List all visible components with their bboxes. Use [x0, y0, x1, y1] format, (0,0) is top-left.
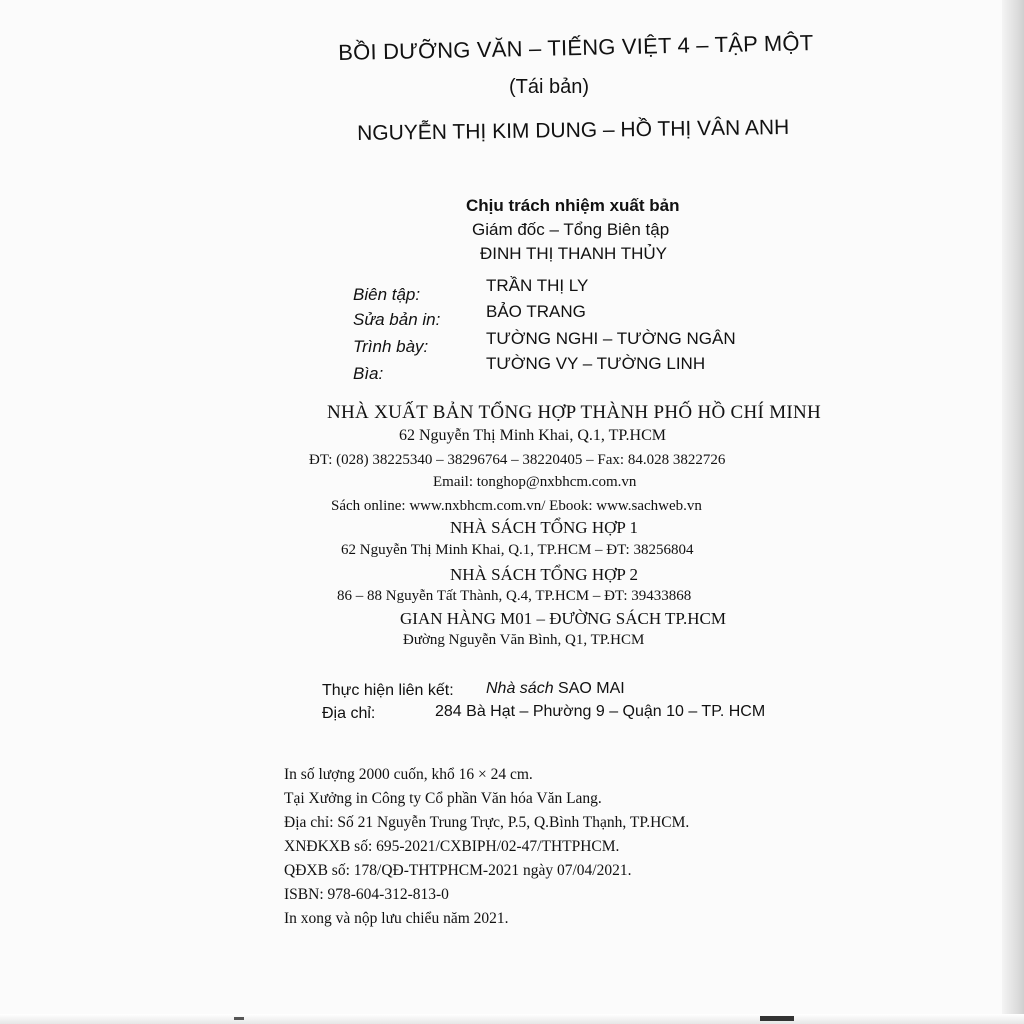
partner-address-value: 284 Bà Hạt – Phường 9 – Quận 10 – TP. HCM: [435, 703, 766, 720]
partner-value-italic: Nhà sách: [486, 680, 554, 697]
publishing-decision: QĐXB số: 178/QĐ-THTPHCM-2021 ngày 07/04/2021.: [284, 862, 632, 879]
isbn: ISBN: 978-604-312-813-0: [284, 886, 449, 903]
stall-name: GIAN HÀNG M01 – ĐƯỜNG SÁCH TP.HCM: [400, 609, 726, 628]
publisher-email: Email: tonghop@nxbhcm.com.vn: [433, 474, 637, 490]
scan-mark-right: [760, 1016, 794, 1021]
credit-value-cover: TƯỜNG VY – TƯỜNG LINH: [486, 354, 706, 373]
store-1-name: NHÀ SÁCH TỔNG HỢP 1: [450, 518, 638, 537]
publisher-address: 62 Nguyễn Thị Minh Khai, Q.1, TP.HCM: [399, 427, 666, 444]
credit-label-layout: Trình bày:: [353, 337, 429, 356]
partner-value-rest: SAO MAI: [553, 680, 625, 697]
publisher-online: Sách online: www.nxbhcm.com.vn/ Ebook: www.sachweb.vn: [331, 498, 702, 514]
publisher-phone: ĐT: (028) 38225340 – 38296764 – 38220405 – Fax: 84.028 3822726: [309, 452, 726, 468]
credit-label-editor: Biên tập:: [353, 285, 421, 304]
partner-value: [486, 680, 625, 698]
credit-label-proofreader: Sửa bản in:: [353, 310, 441, 329]
publisher-name: NHÀ XUẤT BẢN TỔNG HỢP THÀNH PHỐ HỒ CHÍ MINH: [327, 402, 822, 423]
credit-value-editor: TRẦN THỊ LY: [486, 276, 589, 295]
deposit-note: In xong và nộp lưu chiểu năm 2021.: [284, 910, 509, 927]
edition-note: (Tái bản): [509, 76, 590, 98]
scan-mark-left: [234, 1017, 244, 1020]
page-edge-shadow: [1002, 0, 1024, 1024]
registration-number: XNĐKXB số: 695-2021/CXBIPH/02-47/THTPHCM.: [284, 838, 620, 855]
print-run: In số lượng 2000 cuốn, khổ 16 × 24 cm.: [284, 766, 533, 783]
store-2-address: 86 – 88 Nguyễn Tất Thành, Q.4, TP.HCM – ĐT: 39433868: [337, 588, 692, 604]
stall-address: Đường Nguyễn Văn Bình, Q1, TP.HCM: [403, 632, 645, 648]
print-house: Tại Xưởng in Công ty Cổ phần Văn hóa Văn Lang.: [284, 790, 602, 807]
store-1-address: 62 Nguyễn Thị Minh Khai, Q.1, TP.HCM – ĐT: 38256804: [341, 542, 694, 558]
credit-value-layout: TƯỜNG NGHI – TƯỜNG NGÂN: [486, 329, 736, 348]
partner-address-label: Địa chỉ:: [322, 705, 376, 722]
responsibility-name: ĐINH THỊ THANH THỦY: [480, 244, 668, 263]
store-2-name: NHÀ SÁCH TỔNG HỢP 2: [450, 565, 638, 584]
page-bottom-shadow: [0, 1014, 1024, 1024]
responsibility-role: Giám đốc – Tổng Biên tập: [472, 220, 670, 239]
partner-label: Thực hiện liên kết:: [322, 682, 454, 699]
print-house-address: Địa chỉ: Số 21 Nguyễn Trung Trực, P.5, Q.Bình Thạnh, TP.HCM.: [284, 814, 690, 831]
book-title: BỒI DƯỠNG VĂN – TIẾNG VIỆT 4 – TẬP MỘT: [338, 30, 814, 65]
credit-value-proofreader: BẢO TRANG: [486, 302, 586, 321]
credit-label-cover: Bìa:: [353, 364, 384, 383]
book-authors: NGUYỄN THỊ KIM DUNG – HỒ THỊ VÂN ANH: [357, 115, 790, 145]
responsibility-heading: Chịu trách nhiệm xuất bản: [466, 196, 680, 215]
